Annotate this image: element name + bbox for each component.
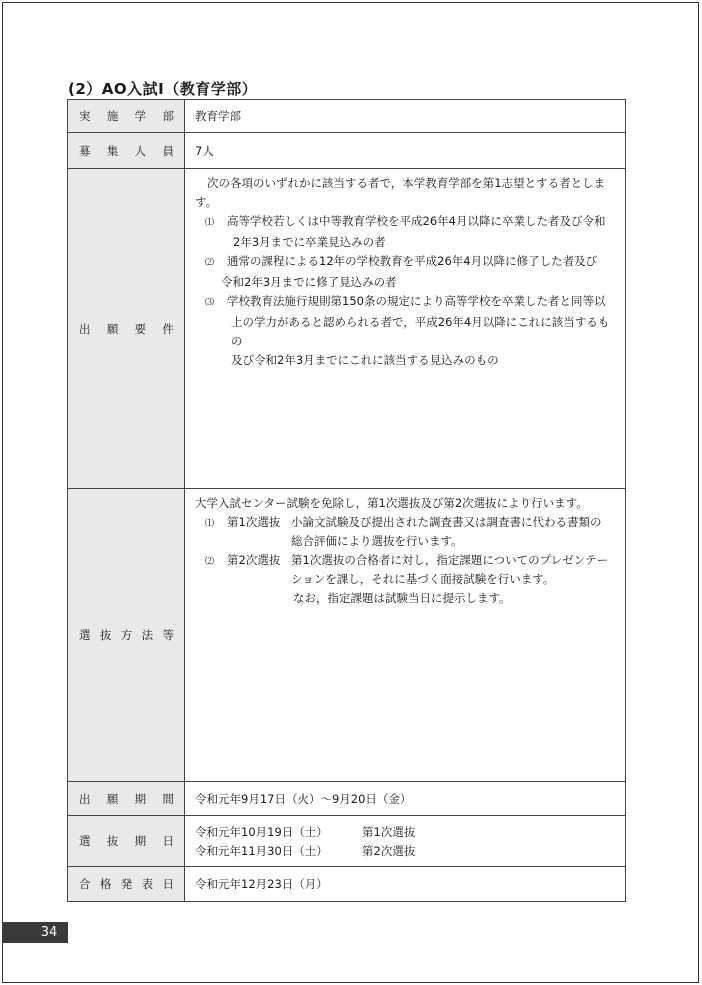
schedule-entry-1: 令和元年10月19日（土） 第1次選抜 — [195, 824, 416, 839]
schedule-entry-2: 令和元年11月30日（土） 第2次選抜 — [195, 843, 416, 858]
value-faculty: 教育学部 — [185, 100, 626, 133]
row-faculty — [68, 100, 626, 133]
label-application-period: 出 願 期 間 — [68, 782, 185, 816]
selection-item-1: ⑴ 第1次選抜 小論文試験及び提出された調査書又は調査書に代わる書類の 総合評価により選抜を行います。 — [205, 515, 602, 548]
requirements-intro: 次の各項のいずれかに該当する者で，本学教育学部を第1志望とする者としま — [207, 176, 606, 190]
label-faculty: 実 施 学 部 — [68, 100, 185, 133]
label-selection-dates: 選 抜 期 日 — [68, 816, 185, 867]
requirement-item-2: ⑵ 通常の課程による12年の学校教育を平成26年4月以降に修了した者及び — [205, 254, 598, 268]
value-announcement: 令和元年12月23日（月） — [185, 867, 626, 902]
value-capacity: 7人 — [185, 133, 626, 169]
label-requirements: 出 願 要 件 — [68, 169, 185, 489]
label-announcement: 合 格 発 表 日 — [68, 867, 185, 902]
page-number: 34 — [2, 922, 68, 943]
section-title: (2）AO入試Ⅰ（教育学部） — [68, 80, 258, 98]
value-requirements: 次の各項のいずれかに該当する者で，本学教育学部を第1志望とする者としま す。 ⑴ 高等学校若しくは中等教育学校を平成26年4月以降に卒業した者及び令和 2年3月までに卒業見込みの者 ⑵ 通常の課程による12年の学校教育を平成26年4月以降に修了した者及び 令和2年3月までに修了見込みの者 ⑶ 学校教育法施行規則第150条の規定により高等学校を卒業した者と同等以 上の学力があると認められる者で，平成26年4月以降にこれに該当するもの 及び令和2年3月までにこれに該当する見込みのもの — [185, 169, 626, 489]
requirement-item-3: ⑶ 学校教育法施行規則第150条の規定により高等学校を卒業した者と同等以 — [205, 294, 606, 308]
row-selection-dates — [68, 816, 626, 867]
selection-intro: 大学入試センター試験を免除し，第1次選抜及び第2次選抜により行います。 — [195, 496, 588, 510]
requirement-item-1: ⑴ 高等学校若しくは中等教育学校を平成26年4月以降に卒業した者及び令和 — [205, 214, 606, 228]
row-selection — [68, 489, 626, 782]
label-capacity: 募 集 人 員 — [68, 133, 185, 169]
admission-requirements-table — [67, 99, 626, 902]
row-requirements — [68, 169, 626, 489]
value-selection — [185, 489, 626, 782]
row-application-period — [68, 782, 626, 816]
selection-item-2: ⑵ 第2次選抜 第1次選抜の合格者に対し，指定課題についてのプレゼンテー ションを課し，それに基づく面接試験を行います。 なお，指定課題は試験当日に提示します。 — [205, 553, 609, 605]
value-selection-dates — [185, 816, 626, 867]
row-announcement — [68, 867, 626, 902]
row-capacity — [68, 133, 626, 169]
value-application-period: 令和元年9月17日（火）～9月20日（金） — [185, 782, 626, 816]
label-selection: 選 抜 方 法 等 — [68, 489, 185, 782]
